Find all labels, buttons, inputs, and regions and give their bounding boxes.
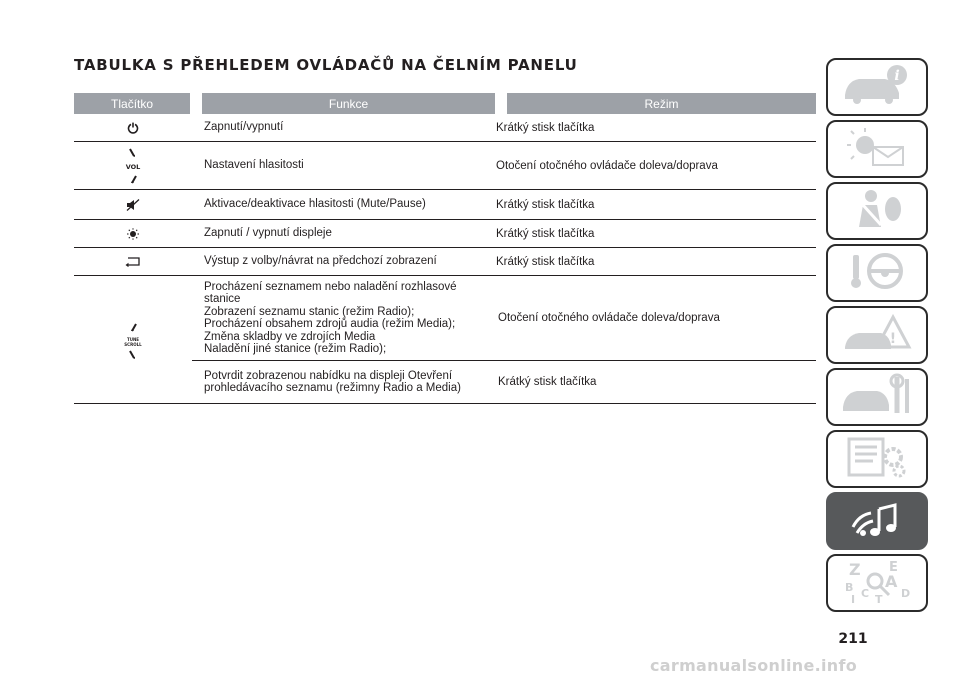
header-button: Tlačítko [111,96,154,111]
row-function [192,190,490,219]
tab-technical-data[interactable] [826,430,928,488]
mode-text: Otočení otočného ovládače doleva/doprava [498,312,720,324]
function-text: Zapnutí / vypnutí displeje [204,227,332,240]
mode-text: Krátký stisk tlačítka [496,255,595,268]
row-function [192,142,490,189]
warning-lights-icon [837,125,917,174]
row-button-cell [74,114,192,141]
function-text: Procházení seznamem nebo naladění rozhlasové stanice [204,280,457,305]
sub-row [192,276,816,361]
header-gap [190,93,202,114]
table-row [74,114,816,142]
mode-text: Otočení otočného ovládače doleva/doprava [496,159,718,172]
emergency-triangle-icon [837,311,917,360]
index-letter: Z [849,559,861,579]
technical-data-icon [837,435,917,484]
header-mode: Režim [644,96,679,111]
row-function [192,248,490,275]
function-text: Potvrdit zobrazenou nabídku na displeji Otevření [204,369,453,382]
function-text: Nastavení hlasitosti [204,159,304,172]
mute-icon [126,199,140,211]
index-letter: E [889,559,898,575]
table-row [74,220,816,248]
table-header [74,93,816,114]
sub-row [192,361,816,403]
controls-table [74,93,816,404]
row-button-cell [74,220,192,247]
function-text: Změna skladby ve zdrojích Media [204,330,376,343]
car-maintenance-icon [837,373,917,422]
seatbelt-airbag-icon [837,187,917,236]
row-function [192,114,490,141]
table-row [74,248,816,276]
tune-label: TUNE [126,337,140,342]
multimedia-icon [837,497,917,546]
table-row [74,142,816,190]
watermark: carmanualsonline.info [650,656,858,675]
tab-safety[interactable] [826,182,928,240]
mode-text: Krátký stisk tlačítka [496,121,595,134]
function-text: Výstup z volby/návrat na předchozí zobrazení [204,255,437,268]
index-letter: T [875,592,883,603]
row-function [192,276,490,360]
row-function [192,220,490,247]
table-row [74,276,816,404]
tab-car-info[interactable] [826,58,928,116]
tab-multimedia[interactable] [826,492,928,550]
tab-warning-lights[interactable] [826,120,928,178]
page-title: TABULKA S PŘEHLEDEM OVLÁDAČŮ NA ČELNÍM PANELU [74,56,578,74]
volume-knob-label: VOL [125,162,141,171]
row-mode [490,248,804,275]
page-number: 211 [838,631,868,647]
row-mode [490,190,804,219]
tune-sub-rows [192,276,816,403]
tune-scroll-knob-icon [122,322,144,360]
function-text: Procházení obsahem zdrojů audia (režim Media); [204,318,456,330]
svg-text:i: i [894,67,900,84]
tab-index[interactable] [826,554,928,612]
header-gap [495,93,507,114]
index-letter: D [901,586,911,600]
display-icon [126,228,140,240]
function-text: Zapnutí/vypnutí [204,121,284,134]
power-icon [127,122,139,134]
function-text: prohledávacího seznamu (režimny Radio a Media) [204,382,461,394]
row-button-cell [74,190,192,219]
row-mode [490,114,804,141]
table-row [74,190,816,220]
car-info-icon [837,63,917,112]
row-mode [490,361,804,403]
back-icon [125,257,141,267]
header-function: Funkce [328,96,369,111]
function-text: Zobrazení seznamu stanic (režim Radio); [204,305,415,318]
index-letter: B [845,580,854,594]
volume-knob-icon [122,147,144,185]
tab-emergency[interactable] [826,306,928,364]
tab-starting-driving[interactable] [826,244,928,302]
row-mode [490,220,804,247]
row-mode [490,276,804,360]
row-button-cell [74,276,192,403]
row-function [192,361,490,403]
index-icon [837,559,917,608]
mode-text: Krátký stisk tlačítka [496,227,595,240]
mode-text: Krátký stisk tlačítka [496,198,595,211]
index-letter: C [861,586,870,600]
key-steering-wheel-icon [837,249,917,298]
row-button-cell [74,248,192,275]
index-letter: A [885,571,898,591]
mode-text: Krátký stisk tlačítka [498,376,597,388]
tab-maintenance[interactable] [826,368,928,426]
function-text: Naladění jiné stanice (režim Radio); [204,343,387,355]
svg-text:!: ! [889,330,897,347]
scroll-label: SCROLL [124,342,142,347]
function-text: Aktivace/deaktivace hlasitosti (Mute/Pause) [204,198,426,211]
row-button-cell [74,142,192,189]
row-mode [490,142,804,189]
index-letter: I [851,592,856,603]
